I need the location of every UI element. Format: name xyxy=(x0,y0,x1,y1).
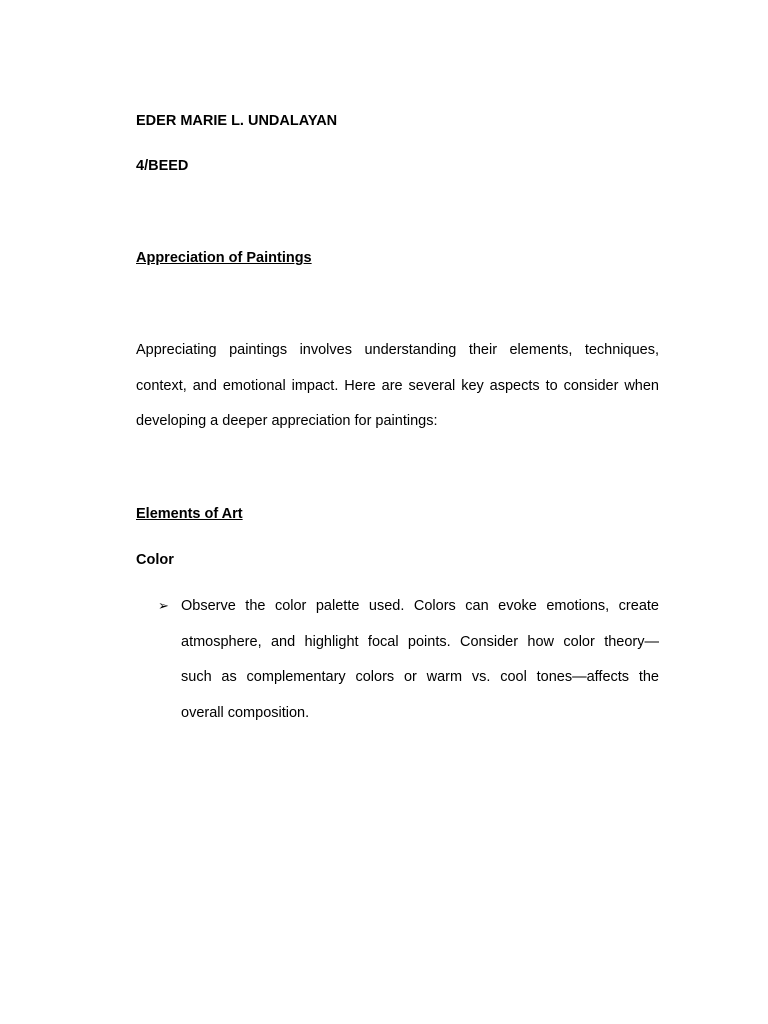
bullet-line: atmosphere, and highlight focal points. Consider how color theory— xyxy=(181,634,659,650)
document-title: Appreciation of Paintings xyxy=(136,250,312,266)
bullet-line: overall composition. xyxy=(181,705,310,721)
subsection-heading: Color xyxy=(136,552,174,568)
bullet-line: such as complementary colors or warm vs. cool tones—affects the xyxy=(181,669,659,685)
course-label: 4/BEED xyxy=(136,158,189,174)
intro-line: developing a deeper appreciation for paintings: xyxy=(136,413,438,429)
section-heading: Elements of Art xyxy=(136,506,243,522)
intro-line: Appreciating paintings involves understanding their elements, techniques, xyxy=(136,342,659,358)
intro-line: context, and emotional impact. Here are several key aspects to consider when xyxy=(136,378,659,394)
bullet-line: Observe the color palette used. Colors can evoke emotions, create xyxy=(181,598,659,614)
author-name: EDER MARIE L. UNDALAYAN xyxy=(136,113,338,129)
arrow-bullet-icon: ➢ xyxy=(158,598,169,613)
